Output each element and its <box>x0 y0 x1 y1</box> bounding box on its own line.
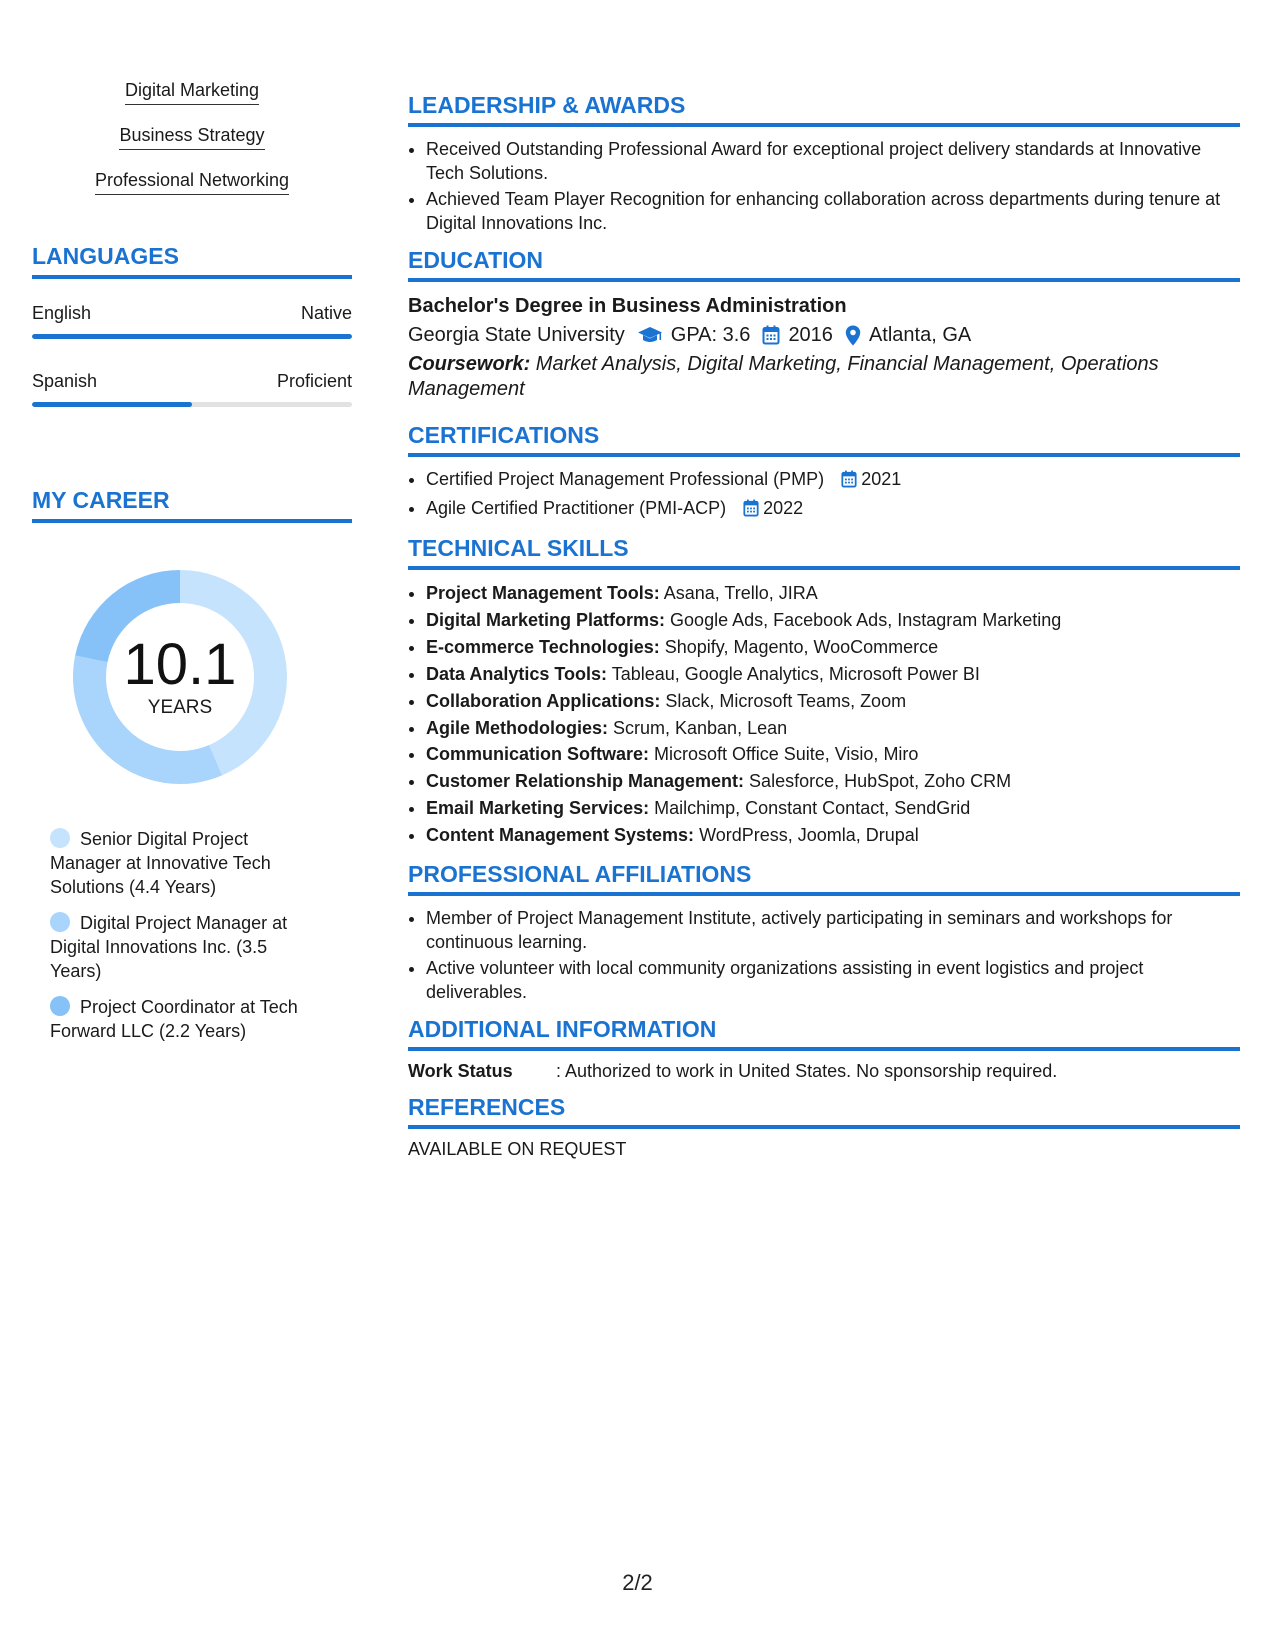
certification-item <box>426 467 1240 494</box>
legend-label: Senior Digital Project Manager at Innovative Tech Solutions (4.4 Years) <box>50 829 271 897</box>
work-status-label: Work Status <box>408 1061 513 1082</box>
technical-skill-label: Customer Relationship Management: <box>426 771 745 792</box>
work-status-value: : Authorized to work in United States. No sponsorship required. <box>556 1061 1058 1082</box>
career-years-unit: YEARS <box>147 697 213 718</box>
certification-year: 2022 <box>763 498 804 518</box>
skill-tag: Business Strategy <box>119 125 264 150</box>
references-heading: REFERENCES <box>408 1094 1240 1129</box>
technical-skill-item <box>426 822 1240 849</box>
career-legend-item <box>50 995 322 1043</box>
graduation-year: 2016 <box>788 324 833 346</box>
technical-skill-label: Data Analytics Tools: <box>426 663 608 684</box>
language-item <box>32 303 352 339</box>
location-pin-icon <box>845 325 861 346</box>
legend-dot-icon <box>50 912 70 932</box>
school-name: Georgia State University <box>408 324 625 346</box>
gpa-value: GPA: 3.6 <box>670 324 751 346</box>
technical-skill-item <box>426 715 1240 742</box>
career-total-years: 10.1 <box>123 632 237 697</box>
coursework <box>408 352 1240 402</box>
technical-skill-label: E-commerce Technologies: <box>426 636 660 657</box>
technical-skill-item <box>426 741 1240 768</box>
language-bar-fill <box>32 402 192 407</box>
degree-title: Bachelor's Degree in Business Administration <box>408 295 847 317</box>
language-bar-fill <box>32 334 352 339</box>
technical-skill-item <box>426 634 1240 661</box>
language-bar <box>32 334 352 339</box>
technical-skill-value: Asana, Trello, JIRA <box>659 583 818 603</box>
technical-skill-item <box>426 580 1240 607</box>
affiliation-item: • Member of Project Management Institute, actively participating in seminars and workshops for continuous learning. <box>426 906 1240 954</box>
legend-dot-icon <box>50 996 70 1016</box>
certification-name: Certified Project Management Professional (PMP) <box>426 469 825 489</box>
education-location: Atlanta, GA <box>868 324 972 346</box>
legend-label: Digital Project Manager at Digital Innovations Inc. (3.5 Years) <box>50 913 288 981</box>
calendar-icon <box>762 325 780 345</box>
technical-skill-label: Email Marketing Services: <box>426 798 650 819</box>
technical-skill-value: Google Ads, Facebook Ads, Instagram Marketing <box>665 609 1062 630</box>
technical-skill-value: Scrum, Kanban, Lean <box>608 717 788 738</box>
language-item <box>32 371 352 407</box>
language-name: English <box>32 303 92 323</box>
technical-skill-value: Salesforce, HubSpot, Zoho CRM <box>744 771 1012 792</box>
leadership-item: • Received Outstanding Professional Award for exceptional project delivery standards at Innovative Tech Solutions. <box>426 137 1240 185</box>
leadership-item: • Achieved Team Player Recognition for enhancing collaboration across departments during tenure at Digital Innovations Inc. <box>426 187 1240 235</box>
certification-year: 2021 <box>861 469 902 489</box>
technical-skill-label: Agile Methodologies: <box>426 717 608 738</box>
left-column <box>32 80 352 1055</box>
technical-skills-section <box>408 535 1240 849</box>
career-legend-item <box>50 827 322 899</box>
education-heading: EDUCATION <box>408 247 1240 282</box>
right-column <box>408 92 1240 1172</box>
languages-heading: LANGUAGES <box>32 243 352 279</box>
language-name: Spanish <box>32 371 98 391</box>
leadership-section <box>408 92 1240 235</box>
coursework-label: Coursework: <box>408 353 531 375</box>
references-section <box>408 1094 1240 1160</box>
career-legend <box>32 827 322 1043</box>
affiliations-heading: PROFESSIONAL AFFILIATIONS <box>408 861 1240 896</box>
career-legend-item <box>50 911 322 983</box>
references-text: AVAILABLE ON REQUEST <box>408 1139 627 1160</box>
technical-skill-label: Project Management Tools: <box>426 583 660 603</box>
certification-name: Agile Certified Practitioner (PMI-ACP) <box>426 498 727 518</box>
language-level: Proficient <box>276 371 352 391</box>
technical-skill-value: Shopify, Magento, WooCommerce <box>659 636 939 657</box>
calendar-icon <box>743 499 759 523</box>
technical-skill-item <box>426 795 1240 822</box>
technical-skill-item <box>426 688 1240 715</box>
page-number: 2/2 <box>622 1570 653 1595</box>
additional-info-section <box>408 1016 1240 1082</box>
additional-info-heading: ADDITIONAL INFORMATION <box>408 1016 1240 1051</box>
education-meta <box>408 320 1240 350</box>
work-status-row <box>408 1061 1240 1082</box>
technical-skill-value: Mailchimp, Constant Contact, SendGrid <box>649 798 971 819</box>
technical-skill-label: Communication Software: <box>426 744 650 765</box>
graduation-cap-icon <box>637 325 663 345</box>
certification-item <box>426 496 1240 523</box>
technical-skills-list <box>408 580 1240 849</box>
technical-skill-item <box>426 607 1240 634</box>
technical-skill-value: Tableau, Google Analytics, Microsoft Power BI <box>607 663 980 684</box>
language-level: Native <box>300 303 352 323</box>
technical-skill-value: Slack, Microsoft Teams, Zoom <box>660 690 907 711</box>
education-section <box>408 247 1240 402</box>
career-heading: MY CAREER <box>32 487 352 523</box>
skill-tag: Professional Networking <box>95 170 289 195</box>
skills-list <box>32 80 352 215</box>
legend-dot-icon <box>50 828 70 848</box>
skill-tag: Digital Marketing <box>125 80 259 105</box>
affiliations-section <box>408 861 1240 1004</box>
legend-label: Project Coordinator at Tech Forward LLC (2.2 Years) <box>50 997 298 1041</box>
leadership-heading: LEADERSHIP & AWARDS <box>408 92 1240 127</box>
technical-skills-heading: TECHNICAL SKILLS <box>408 535 1240 570</box>
technical-skill-item <box>426 661 1240 688</box>
technical-skill-value: Microsoft Office Suite, Visio, Miro <box>649 744 919 765</box>
technical-skill-label: Digital Marketing Platforms: <box>426 609 666 630</box>
career-donut-chart <box>66 563 294 791</box>
donut-center <box>66 563 294 791</box>
affiliation-item: • Active volunteer with local community organizations assisting in event logistics and project deliverables. <box>426 956 1240 1004</box>
language-bar <box>32 402 352 407</box>
technical-skill-label: Content Management Systems: <box>426 825 695 846</box>
technical-skill-label: Collaboration Applications: <box>426 690 661 711</box>
technical-skill-item <box>426 768 1240 795</box>
calendar-icon <box>841 470 857 494</box>
languages-list <box>32 303 352 407</box>
coursework-list: Market Analysis, Digital Marketing, Financial Management, Operations Management <box>408 353 1159 400</box>
certifications-section <box>408 422 1240 523</box>
technical-skill-value: WordPress, Joomla, Drupal <box>694 825 919 846</box>
certifications-heading: CERTIFICATIONS <box>408 422 1240 457</box>
